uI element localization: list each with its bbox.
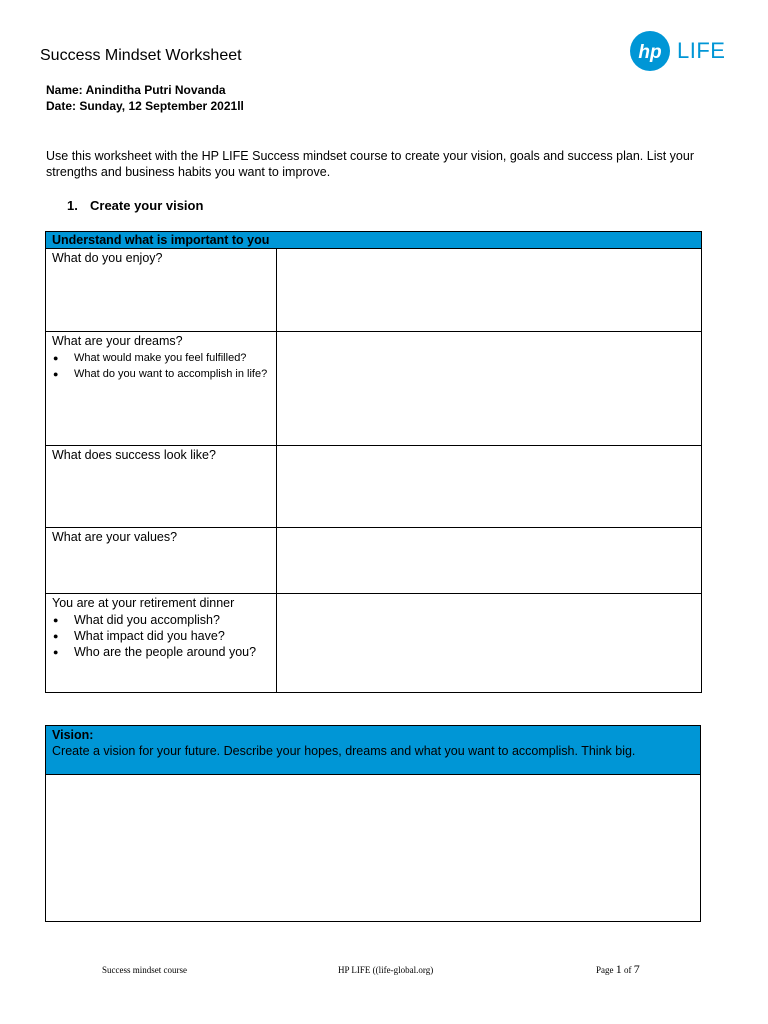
vision-label: Vision: xyxy=(52,728,94,742)
page-current: 1 xyxy=(615,962,622,976)
question-text: What are your dreams? xyxy=(52,334,183,348)
footer-left: Success mindset course xyxy=(102,965,187,975)
svg-text:hp: hp xyxy=(638,42,662,63)
page-number xyxy=(596,962,640,977)
vision-questions-table xyxy=(45,231,702,693)
question-text: You are at your retirement dinner xyxy=(52,596,235,610)
question-cell xyxy=(46,249,277,332)
hp-logo-icon xyxy=(629,30,671,72)
question-cell xyxy=(46,332,277,446)
bullet-list xyxy=(52,350,270,382)
question-cell xyxy=(46,446,277,528)
section-number: 1. xyxy=(67,198,78,213)
bullet-item: ● Who are the people around you? xyxy=(74,644,270,660)
document-title: Success Mindset Worksheet xyxy=(40,47,242,64)
intro-paragraph: Use this worksheet with the HP LIFE Success mindset course to create your vision, goals and success plan. List your strengths and business habits you want to improve. xyxy=(46,149,694,179)
vision-answer-cell[interactable] xyxy=(46,775,701,922)
vision-table xyxy=(45,725,701,922)
bullet-item: ● What impact did you have? xyxy=(74,628,270,644)
answer-cell[interactable] xyxy=(277,249,702,332)
logo-text: LIFE xyxy=(677,38,726,63)
page-of: of xyxy=(624,965,632,975)
vision-instruction: Create a vision for your future. Describe your hopes, dreams and what you want to accomplish. Think big. xyxy=(52,744,636,758)
answer-cell[interactable] xyxy=(277,446,702,528)
question-cell xyxy=(46,594,277,693)
question-text: What does success look like? xyxy=(52,448,216,462)
bullet-item: ● What would make you feel fulfilled? xyxy=(74,350,270,366)
name-line: Name: Aninditha Putri Novanda xyxy=(46,83,226,97)
date-line: Date: Sunday, 12 September 2021ll xyxy=(46,99,244,113)
section-title: Create your vision xyxy=(90,198,204,213)
page-total: 7 xyxy=(633,962,640,976)
footer-center: HP LIFE ((life-global.org) xyxy=(338,965,434,975)
answer-cell[interactable] xyxy=(277,332,702,446)
question-text: What are your values? xyxy=(52,530,178,544)
bullet-item: ● What did you accomplish? xyxy=(74,612,270,628)
question-text: What do you enjoy? xyxy=(52,251,163,265)
answer-cell[interactable] xyxy=(277,528,702,594)
table-header: Understand what is important to you xyxy=(46,232,702,249)
section-heading xyxy=(67,198,203,213)
question-cell xyxy=(46,528,277,594)
vision-header xyxy=(46,726,701,775)
answer-cell[interactable] xyxy=(277,594,702,693)
page-prefix: Page xyxy=(596,965,614,975)
bullet-list xyxy=(52,612,270,660)
bullet-item: ● What do you want to accomplish in life? xyxy=(74,366,270,382)
hp-life-logo xyxy=(629,30,725,72)
